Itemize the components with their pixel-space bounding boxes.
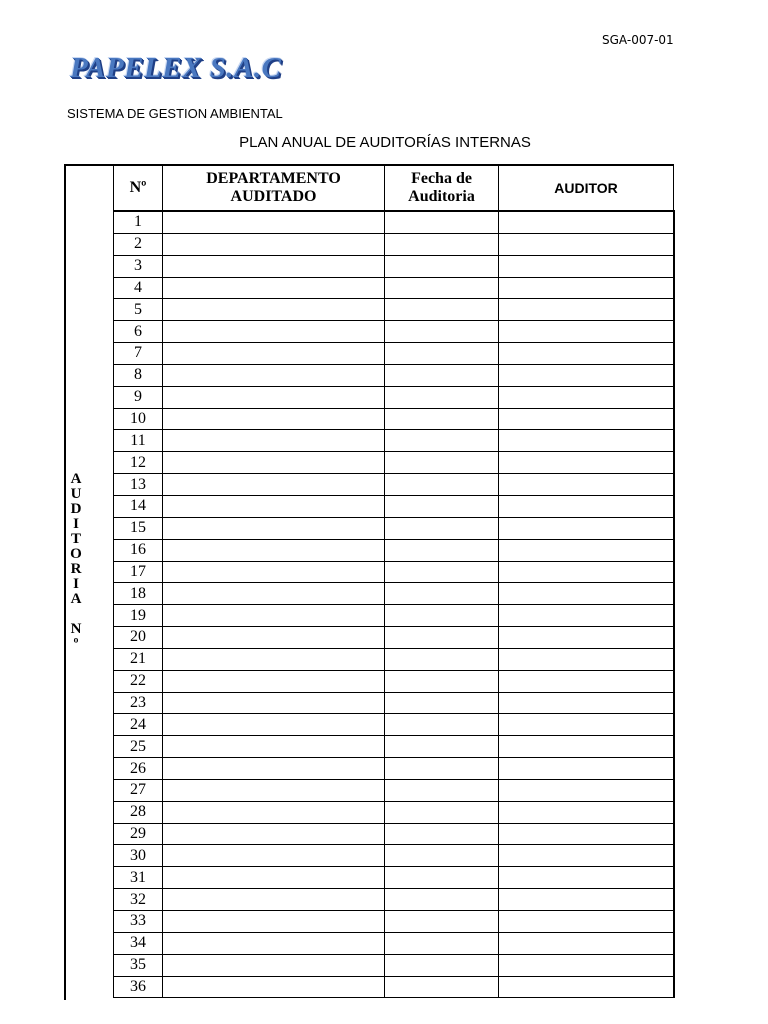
table-row xyxy=(114,386,674,408)
row-number-cell: 3 xyxy=(114,255,163,277)
table-row xyxy=(114,452,674,474)
date-cell[interactable] xyxy=(385,299,499,321)
date-cell[interactable] xyxy=(385,233,499,255)
department-cell[interactable] xyxy=(163,932,385,954)
date-cell[interactable] xyxy=(385,474,499,496)
row-number-cell: 20 xyxy=(114,627,163,649)
date-cell[interactable] xyxy=(385,408,499,430)
auditor-cell[interactable] xyxy=(499,648,674,670)
table-row xyxy=(114,911,674,933)
auditor-cell[interactable] xyxy=(499,233,674,255)
auditor-cell[interactable] xyxy=(499,823,674,845)
table-row xyxy=(114,954,674,976)
auditor-cell[interactable] xyxy=(499,583,674,605)
date-cell[interactable] xyxy=(385,911,499,933)
table-row xyxy=(114,670,674,692)
auditor-cell[interactable] xyxy=(499,474,674,496)
table-row xyxy=(114,627,674,649)
date-cell[interactable] xyxy=(385,430,499,452)
date-cell[interactable] xyxy=(385,277,499,299)
auditor-cell[interactable] xyxy=(499,277,674,299)
auditor-cell[interactable] xyxy=(499,386,674,408)
date-cell[interactable] xyxy=(385,823,499,845)
date-cell[interactable] xyxy=(385,779,499,801)
auditor-cell[interactable] xyxy=(499,911,674,933)
auditor-cell[interactable] xyxy=(499,495,674,517)
row-number-cell: 6 xyxy=(114,321,163,343)
table-row xyxy=(114,321,674,343)
date-cell[interactable] xyxy=(385,692,499,714)
row-number-cell: 22 xyxy=(114,670,163,692)
table-row xyxy=(114,583,674,605)
department-cell[interactable] xyxy=(163,627,385,649)
department-cell[interactable] xyxy=(163,779,385,801)
row-number-cell: 31 xyxy=(114,867,163,889)
department-cell[interactable] xyxy=(163,714,385,736)
row-number-cell: 1 xyxy=(114,211,163,233)
row-number-cell: 29 xyxy=(114,823,163,845)
department-cell[interactable] xyxy=(163,364,385,386)
document-code: SGA-007-01 xyxy=(602,33,674,47)
table-row xyxy=(114,408,674,430)
auditor-cell[interactable] xyxy=(499,255,674,277)
auditor-cell[interactable] xyxy=(499,343,674,365)
table-row xyxy=(114,430,674,452)
table-row xyxy=(114,233,674,255)
column-header-auditor: AUDITOR xyxy=(499,165,674,211)
auditor-cell[interactable] xyxy=(499,605,674,627)
table-row xyxy=(114,277,674,299)
auditor-cell[interactable] xyxy=(499,517,674,539)
department-cell[interactable] xyxy=(163,845,385,867)
table-row xyxy=(114,867,674,889)
auditor-cell[interactable] xyxy=(499,758,674,780)
department-cell[interactable] xyxy=(163,233,385,255)
column-header-number: Nº xyxy=(114,165,163,211)
date-cell[interactable] xyxy=(385,954,499,976)
auditor-cell[interactable] xyxy=(499,867,674,889)
department-cell[interactable] xyxy=(163,299,385,321)
audit-plan-table xyxy=(113,164,675,998)
table-row xyxy=(114,255,674,277)
date-cell[interactable] xyxy=(385,714,499,736)
department-cell[interactable] xyxy=(163,517,385,539)
department-cell[interactable] xyxy=(163,583,385,605)
row-number-cell: 18 xyxy=(114,583,163,605)
table-row xyxy=(114,299,674,321)
table-row xyxy=(114,517,674,539)
department-cell[interactable] xyxy=(163,561,385,583)
department-cell[interactable] xyxy=(163,386,385,408)
row-number-cell: 33 xyxy=(114,911,163,933)
date-cell[interactable] xyxy=(385,539,499,561)
date-cell[interactable] xyxy=(385,517,499,539)
auditor-cell[interactable] xyxy=(499,889,674,911)
row-number-cell: 5 xyxy=(114,299,163,321)
department-cell[interactable] xyxy=(163,954,385,976)
auditor-cell[interactable] xyxy=(499,670,674,692)
auditor-cell[interactable] xyxy=(499,539,674,561)
department-cell[interactable] xyxy=(163,692,385,714)
row-number-cell: 13 xyxy=(114,474,163,496)
table-row xyxy=(114,495,674,517)
department-cell[interactable] xyxy=(163,605,385,627)
department-cell[interactable] xyxy=(163,211,385,233)
department-cell[interactable] xyxy=(163,343,385,365)
table-row xyxy=(114,343,674,365)
table-row xyxy=(114,976,674,998)
department-cell[interactable] xyxy=(163,648,385,670)
table-header-row xyxy=(114,165,674,211)
row-number-cell: 24 xyxy=(114,714,163,736)
department-cell[interactable] xyxy=(163,976,385,998)
date-cell[interactable] xyxy=(385,605,499,627)
auditor-cell[interactable] xyxy=(499,976,674,998)
auditor-cell[interactable] xyxy=(499,561,674,583)
date-cell[interactable] xyxy=(385,343,499,365)
date-cell[interactable] xyxy=(385,801,499,823)
row-number-cell: 16 xyxy=(114,539,163,561)
row-number-cell: 14 xyxy=(114,495,163,517)
table-row xyxy=(114,779,674,801)
table-row xyxy=(114,605,674,627)
department-cell[interactable] xyxy=(163,321,385,343)
table-row xyxy=(114,758,674,780)
row-number-cell: 34 xyxy=(114,932,163,954)
row-number-cell: 11 xyxy=(114,430,163,452)
department-cell[interactable] xyxy=(163,801,385,823)
row-number-cell: 23 xyxy=(114,692,163,714)
table-row xyxy=(114,561,674,583)
department-cell[interactable] xyxy=(163,539,385,561)
row-number-cell: 15 xyxy=(114,517,163,539)
table-row xyxy=(114,736,674,758)
department-cell[interactable] xyxy=(163,452,385,474)
date-cell[interactable] xyxy=(385,452,499,474)
date-cell[interactable] xyxy=(385,736,499,758)
row-number-cell: 17 xyxy=(114,561,163,583)
department-cell[interactable] xyxy=(163,495,385,517)
table-row xyxy=(114,539,674,561)
row-number-cell: 30 xyxy=(114,845,163,867)
row-number-cell: 25 xyxy=(114,736,163,758)
table-row xyxy=(114,211,674,233)
date-cell[interactable] xyxy=(385,364,499,386)
auditor-cell[interactable] xyxy=(499,714,674,736)
department-cell[interactable] xyxy=(163,474,385,496)
date-cell[interactable] xyxy=(385,867,499,889)
auditor-cell[interactable] xyxy=(499,801,674,823)
date-cell[interactable] xyxy=(385,386,499,408)
column-header-date: Fecha de Auditoria xyxy=(385,165,499,211)
department-cell[interactable] xyxy=(163,823,385,845)
date-cell[interactable] xyxy=(385,758,499,780)
table-row xyxy=(114,474,674,496)
auditor-cell[interactable] xyxy=(499,627,674,649)
column-header-department: DEPARTAMENTO AUDITADO xyxy=(163,165,385,211)
auditor-cell[interactable] xyxy=(499,692,674,714)
auditor-cell[interactable] xyxy=(499,364,674,386)
date-cell[interactable] xyxy=(385,932,499,954)
row-number-cell: 26 xyxy=(114,758,163,780)
table-body xyxy=(114,211,674,998)
table-row xyxy=(114,801,674,823)
auditor-cell[interactable] xyxy=(499,932,674,954)
date-cell[interactable] xyxy=(385,495,499,517)
table-row xyxy=(114,364,674,386)
auditor-cell[interactable] xyxy=(499,452,674,474)
department-cell[interactable] xyxy=(163,277,385,299)
row-number-cell: 8 xyxy=(114,364,163,386)
row-number-cell: 7 xyxy=(114,343,163,365)
company-logo: PAPELEX S.A.C xyxy=(70,52,282,84)
row-number-cell: 28 xyxy=(114,801,163,823)
date-cell[interactable] xyxy=(385,561,499,583)
date-cell[interactable] xyxy=(385,976,499,998)
department-cell[interactable] xyxy=(163,670,385,692)
table-row xyxy=(114,714,674,736)
auditor-cell[interactable] xyxy=(499,408,674,430)
date-cell[interactable] xyxy=(385,321,499,343)
row-number-cell: 2 xyxy=(114,233,163,255)
department-cell[interactable] xyxy=(163,430,385,452)
row-number-cell: 21 xyxy=(114,648,163,670)
table-row xyxy=(114,648,674,670)
date-cell[interactable] xyxy=(385,211,499,233)
department-cell[interactable] xyxy=(163,255,385,277)
row-number-cell: 27 xyxy=(114,779,163,801)
date-cell[interactable] xyxy=(385,648,499,670)
department-cell[interactable] xyxy=(163,911,385,933)
auditor-cell[interactable] xyxy=(499,211,674,233)
table-row xyxy=(114,889,674,911)
row-number-cell: 10 xyxy=(114,408,163,430)
date-cell[interactable] xyxy=(385,670,499,692)
table-row xyxy=(114,823,674,845)
department-cell[interactable] xyxy=(163,408,385,430)
audit-number-label: A U D I T O R I A N º xyxy=(70,471,82,652)
department-cell[interactable] xyxy=(163,758,385,780)
department-cell[interactable] xyxy=(163,889,385,911)
row-number-cell: 36 xyxy=(114,976,163,998)
table-row xyxy=(114,932,674,954)
date-cell[interactable] xyxy=(385,845,499,867)
audit-number-column xyxy=(64,164,113,1000)
row-number-cell: 9 xyxy=(114,386,163,408)
date-cell[interactable] xyxy=(385,627,499,649)
date-cell[interactable] xyxy=(385,255,499,277)
auditor-cell[interactable] xyxy=(499,430,674,452)
department-cell[interactable] xyxy=(163,867,385,889)
plan-title: PLAN ANUAL DE AUDITORÍAS INTERNAS xyxy=(239,134,531,151)
auditor-cell[interactable] xyxy=(499,736,674,758)
auditor-cell[interactable] xyxy=(499,299,674,321)
row-number-cell: 12 xyxy=(114,452,163,474)
date-cell[interactable] xyxy=(385,889,499,911)
auditor-cell[interactable] xyxy=(499,954,674,976)
department-cell[interactable] xyxy=(163,736,385,758)
row-number-cell: 35 xyxy=(114,954,163,976)
date-cell[interactable] xyxy=(385,583,499,605)
table-row xyxy=(114,845,674,867)
row-number-cell: 32 xyxy=(114,889,163,911)
row-number-cell: 4 xyxy=(114,277,163,299)
auditor-cell[interactable] xyxy=(499,321,674,343)
system-name: SISTEMA DE GESTION AMBIENTAL xyxy=(67,106,283,121)
auditor-cell[interactable] xyxy=(499,845,674,867)
table-row xyxy=(114,692,674,714)
row-number-cell: 19 xyxy=(114,605,163,627)
auditor-cell[interactable] xyxy=(499,779,674,801)
